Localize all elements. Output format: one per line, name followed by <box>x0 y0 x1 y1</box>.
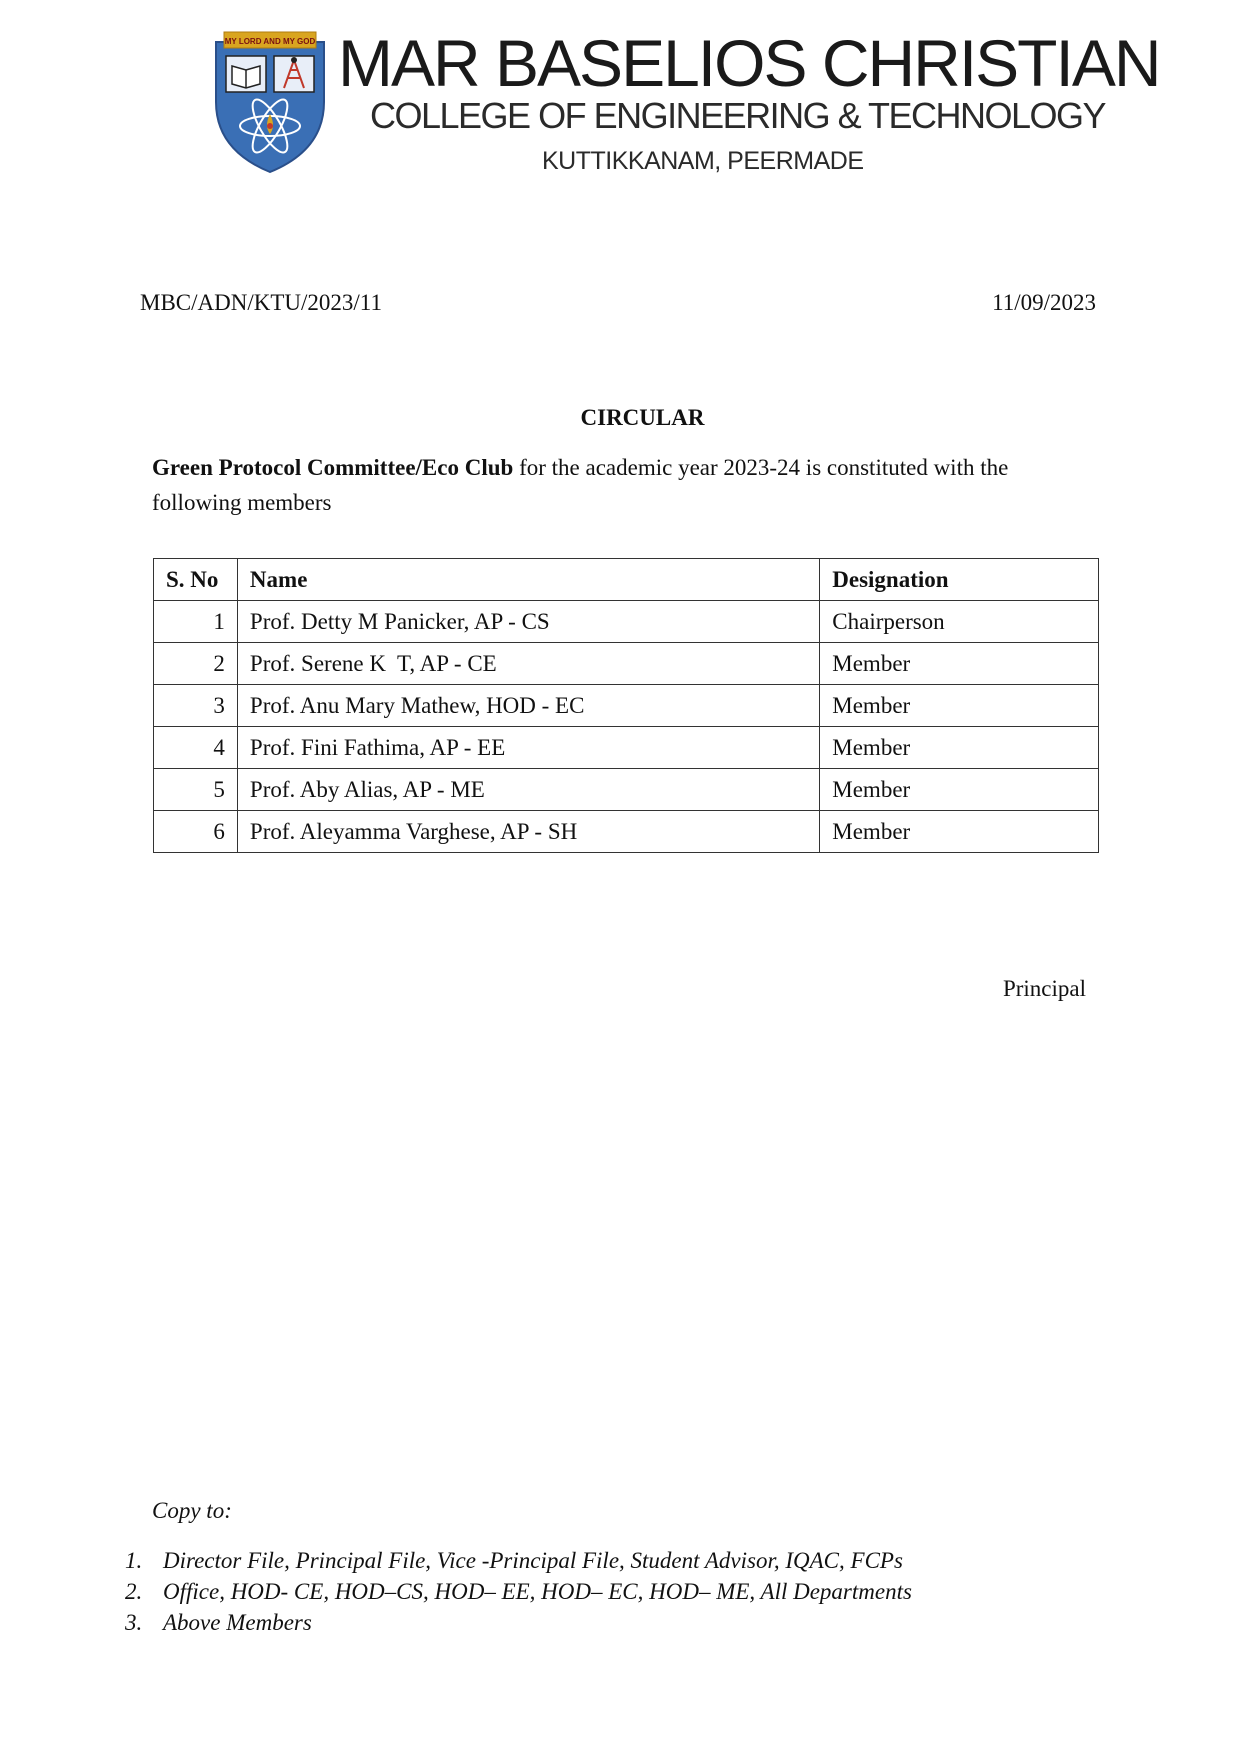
committee-name: Green Protocol Committee/Eco Club <box>152 455 514 480</box>
cell-sno: 3 <box>154 685 238 727</box>
svg-text:MY LORD AND MY GOD: MY LORD AND MY GOD <box>224 37 316 46</box>
table-row <box>154 601 1099 643</box>
cell-designation: Member <box>820 769 1099 811</box>
college-crest-logo <box>210 30 330 176</box>
signatory: Principal <box>1002 976 1086 1001</box>
header-sno: S. No <box>154 559 238 601</box>
cell-designation: Member <box>820 727 1099 769</box>
table-row <box>154 643 1099 685</box>
list-item <box>125 1545 912 1576</box>
table-row <box>154 685 1099 727</box>
reference-number: MBC/ADN/KTU/2023/11 <box>140 290 382 315</box>
members-table <box>153 558 1099 853</box>
cell-name: Prof. Detty M Panicker, AP - CS <box>237 601 819 643</box>
cell-sno: 5 <box>154 769 238 811</box>
cell-name: Prof. Aleyamma Varghese, AP - SH <box>237 811 819 853</box>
cell-name: Prof. Serene K T, AP - CE <box>237 643 819 685</box>
list-item <box>125 1607 912 1638</box>
list-number: 1. <box>125 1548 143 1573</box>
header-designation: Designation <box>820 559 1099 601</box>
cell-designation: Member <box>820 685 1099 727</box>
cell-designation: Member <box>820 811 1099 853</box>
cell-name: Prof. Anu Mary Mathew, HOD - EC <box>237 685 819 727</box>
list-text: Above Members <box>163 1610 312 1635</box>
list-number: 2. <box>125 1579 143 1604</box>
copy-to-list <box>125 1545 912 1638</box>
intro-text: for the academic year 2023-24 is constituted with the following members <box>152 455 1009 515</box>
list-text: Office, HOD- CE, HOD–CS, HOD– EE, HOD– EC, HOD– ME, All Departments <box>163 1579 912 1604</box>
header-name: Name <box>237 559 819 601</box>
letterhead <box>210 26 1160 178</box>
list-text: Director File, Principal File, Vice -Principal File, Student Advisor, IQAC, FCPs <box>163 1548 903 1573</box>
cell-designation: Member <box>820 643 1099 685</box>
table-row <box>154 769 1099 811</box>
circular-date: 11/09/2023 <box>992 290 1096 315</box>
cell-sno: 1 <box>154 601 238 643</box>
cell-name: Prof. Aby Alias, AP - ME <box>237 769 819 811</box>
circular-heading: CIRCULAR <box>580 405 705 430</box>
copy-to-label: Copy to: <box>152 1498 232 1523</box>
college-location: KUTTIKKANAM, PEERMADE <box>542 147 864 175</box>
cell-sno: 4 <box>154 727 238 769</box>
college-name: MAR BASELIOS CHRISTIAN <box>338 26 1160 100</box>
table-row <box>154 811 1099 853</box>
cell-designation: Chairperson <box>820 601 1099 643</box>
list-item <box>125 1576 912 1607</box>
intro-paragraph <box>152 450 1097 520</box>
table-row <box>154 727 1099 769</box>
cell-sno: 2 <box>154 643 238 685</box>
college-subtitle: COLLEGE OF ENGINEERING & TECHNOLOGY <box>370 95 1105 136</box>
cell-sno: 6 <box>154 811 238 853</box>
cell-name: Prof. Fini Fathima, AP - EE <box>237 727 819 769</box>
list-number: 3. <box>125 1610 143 1635</box>
table-header-row <box>154 559 1099 601</box>
